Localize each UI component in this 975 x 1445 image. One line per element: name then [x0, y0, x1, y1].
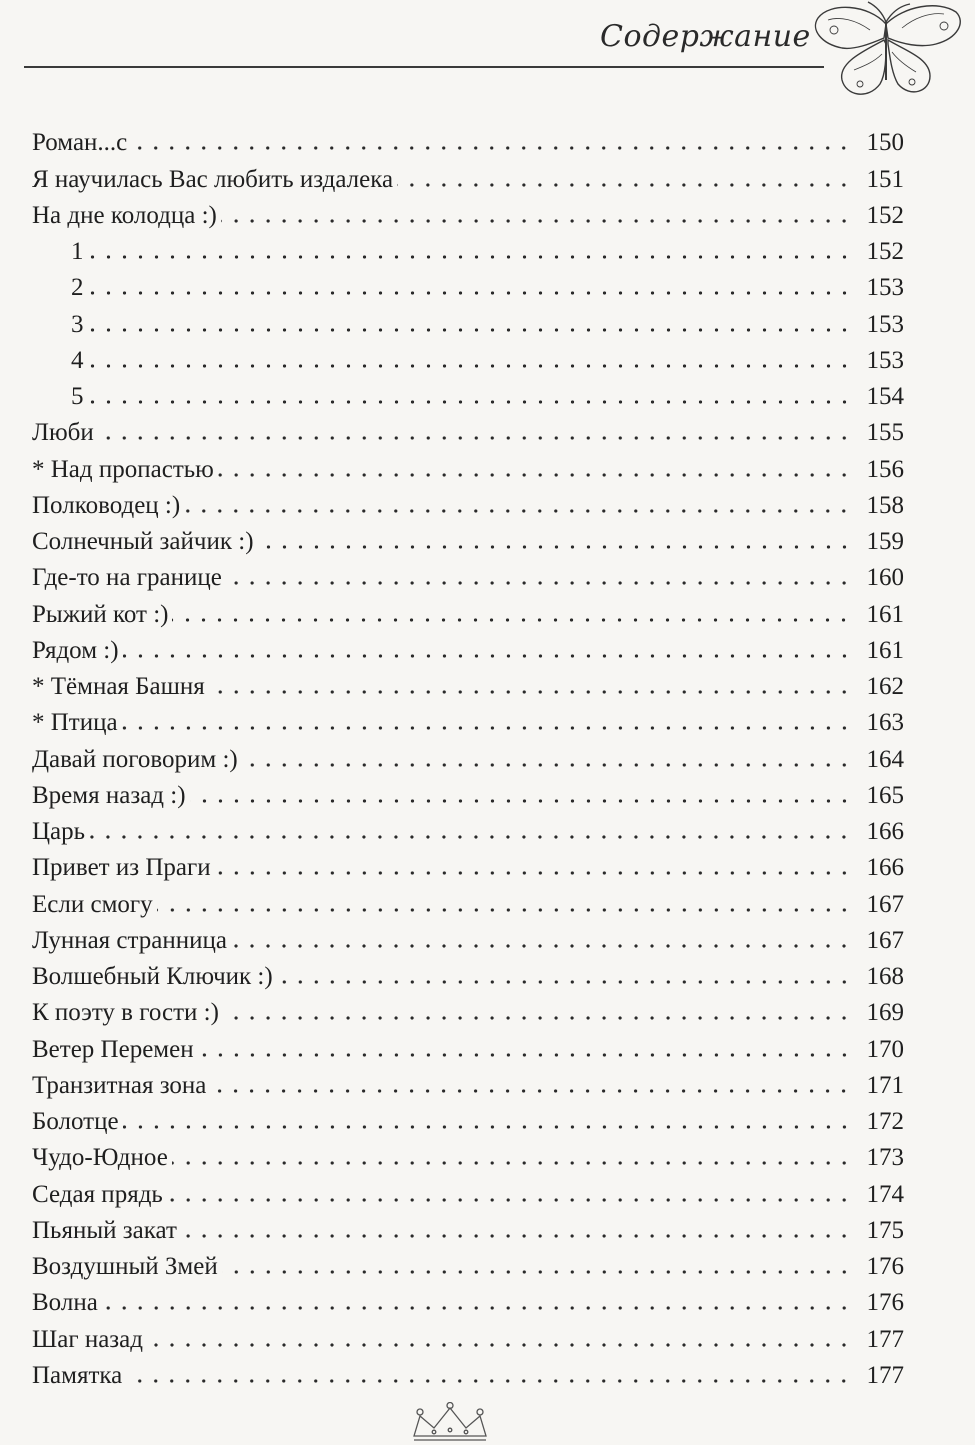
toc-leader-dots: [157, 907, 852, 913]
toc-entry-title: Я научилась Вас любить издалека: [32, 165, 394, 193]
toc-entry: [32, 593, 904, 629]
toc-entry: [32, 267, 904, 303]
toc-entry-title: Где-то на границе: [32, 564, 222, 592]
toc-entry: [32, 122, 904, 158]
toc-leader-dots: [123, 1124, 852, 1130]
toc-leader-dots: [88, 290, 853, 296]
toc-entry-page: 156: [866, 455, 904, 483]
toc-entry-title: На дне колодца :): [32, 201, 217, 229]
toc-entry-page: 152: [866, 201, 904, 229]
toc-entry-title: Пьяный закат: [32, 1216, 177, 1244]
toc-leader-dots: [190, 798, 852, 804]
toc-entry-page: 168: [866, 963, 904, 990]
toc-entry-page: 166: [866, 854, 904, 882]
toc-entry: [32, 1028, 904, 1064]
toc-entry-title: Лунная странница: [32, 926, 227, 954]
toc-entry-page: 177: [866, 1361, 904, 1389]
toc-entry: [32, 920, 904, 956]
toc-leader-dots: [126, 1378, 852, 1384]
toc-entry: [32, 811, 904, 847]
toc-leader-dots: [98, 435, 852, 441]
toc-leader-dots: [88, 399, 853, 405]
crown-icon: [408, 1402, 492, 1442]
toc-entry: [32, 883, 904, 919]
toc-leader-dots: [181, 1233, 852, 1239]
toc-entry: [32, 666, 904, 702]
page-title: Содержание: [600, 19, 811, 54]
toc-leader-dots: [184, 508, 852, 514]
toc-entry: [32, 847, 904, 883]
toc-entry-page: 173: [866, 1144, 904, 1172]
toc-entry-title: Царь: [32, 818, 86, 845]
toc-entry: [32, 1137, 904, 1173]
toc-entry: [32, 1355, 904, 1391]
toc-entry-page: 161: [866, 636, 904, 664]
toc-entry-page: 167: [866, 890, 904, 918]
toc-entry: [32, 521, 904, 557]
toc-entry: [32, 303, 904, 339]
toc-entry-title: * Птица: [32, 709, 118, 737]
toc-entry-page: 161: [866, 600, 904, 628]
toc-entry-page: 174: [866, 1180, 904, 1208]
toc-entry: [32, 1246, 904, 1282]
toc-entry: [32, 1210, 904, 1246]
toc-entry: [32, 1173, 904, 1209]
toc-leader-dots: [147, 1342, 852, 1348]
toc-entry: [32, 956, 904, 992]
toc-leader-dots: [215, 870, 852, 876]
toc-leader-dots: [102, 1305, 852, 1311]
toc-leader-dots: [218, 472, 852, 478]
toc-entry-title: Давай поговорим :): [32, 745, 238, 773]
toc-entry: [32, 485, 904, 521]
toc-entry-page: 150: [866, 129, 904, 157]
toc-entry-page: 165: [866, 781, 904, 809]
toc-leader-dots: [210, 1088, 852, 1094]
toc-entry-title: 3: [71, 310, 84, 338]
toc-entry: [32, 775, 904, 811]
toc-entry-title: Полководец :): [32, 491, 181, 519]
toc-entry: [32, 738, 904, 774]
toc-entry-page: 155: [866, 419, 904, 447]
toc-entry-title: Волшебный Ключик :): [32, 963, 273, 990]
toc-entry-page: 154: [866, 383, 904, 410]
toc-entry: [32, 992, 904, 1028]
toc-entry: [32, 1282, 904, 1318]
toc-entry-page: 153: [866, 310, 904, 338]
toc-entry-title: Болотце: [32, 1108, 119, 1135]
toc-entry-title: Солнечный зайчик :): [32, 528, 254, 555]
toc-leader-dots: [122, 725, 852, 731]
toc-entry-page: 175: [866, 1216, 904, 1244]
toc-leader-dots: [123, 653, 852, 659]
toc-entry-title: Рядом :): [32, 636, 119, 664]
toc-leader-dots: [88, 363, 853, 369]
toc-entry-page: 170: [866, 1035, 904, 1063]
toc-entry-title: Чудо-Юдное: [32, 1144, 168, 1172]
toc-entry-page: 167: [866, 926, 904, 954]
toc-entry-title: Транзитная зона: [32, 1071, 207, 1099]
toc-entry-title: Памятка: [32, 1361, 123, 1389]
toc-entry-title: 2: [71, 274, 84, 302]
toc-leader-dots: [198, 1052, 852, 1058]
toc-entry-title: * Над пропастью: [32, 455, 214, 483]
toc-entry-page: 176: [866, 1289, 904, 1317]
toc-entry-title: Люби: [32, 419, 94, 447]
toc-entry: [32, 231, 904, 267]
toc-entry-title: Роман...с: [32, 129, 128, 157]
toc-entry: [32, 195, 904, 231]
header-rule: [24, 66, 824, 68]
toc-leader-dots: [172, 617, 852, 623]
toc-entry-title: Волна: [32, 1289, 98, 1317]
toc-leader-dots: [223, 1015, 852, 1021]
toc-leader-dots: [209, 689, 852, 695]
toc-entry-title: Воздушный Змей: [32, 1253, 218, 1280]
toc-entry: [32, 448, 904, 484]
toc-leader-dots: [172, 1160, 852, 1166]
toc-entry-page: 160: [866, 564, 904, 592]
toc-entry: [32, 158, 904, 194]
toc-leader-dots: [258, 544, 852, 550]
toc-entry-page: 176: [866, 1253, 904, 1280]
toc-entry-page: 163: [866, 709, 904, 737]
toc-leader-dots: [242, 762, 852, 768]
toc-entry-title: Шаг назад: [32, 1325, 143, 1353]
toc-entry-page: 159: [866, 528, 904, 555]
toc-entry-title: 4: [71, 346, 84, 374]
toc-entry: [32, 1065, 904, 1101]
toc-entry-page: 164: [866, 745, 904, 773]
toc-entry-page: 153: [866, 274, 904, 302]
toc-leader-dots: [88, 327, 853, 333]
toc-entry-title: Время назад :): [32, 781, 186, 809]
toc-entry: [32, 1318, 904, 1354]
toc-entry-page: 158: [866, 491, 904, 519]
toc-entry-title: Рыжий кот :): [32, 600, 169, 628]
toc-leader-dots: [231, 943, 852, 949]
toc-entry-title: 1: [71, 238, 84, 265]
toc-entry: [32, 630, 904, 666]
toc-entry-page: 169: [866, 999, 904, 1027]
toc-entry-title: К поэту в гости :): [32, 999, 219, 1027]
toc-entry-page: 162: [866, 673, 904, 700]
toc-entry-title: Ветер Перемен: [32, 1035, 194, 1063]
toc-leader-dots: [167, 1197, 852, 1203]
toc-entry-title: Привет из Праги: [32, 854, 211, 882]
toc-entry-page: 177: [866, 1325, 904, 1353]
toc-leader-dots: [131, 145, 852, 151]
butterfly-icon: [808, 0, 968, 108]
toc-leader-dots: [89, 834, 852, 840]
toc-entry-title: 5: [71, 383, 84, 410]
toc-leader-dots: [226, 580, 852, 586]
toc-entry-title: Седая прядь: [32, 1180, 163, 1208]
toc-entry: [32, 412, 904, 448]
toc-entry: [32, 702, 904, 738]
toc-leader-dots: [277, 979, 852, 985]
toc-entry-page: 171: [866, 1071, 904, 1099]
toc-entry-page: 172: [866, 1108, 904, 1135]
toc-entry: [32, 340, 904, 376]
toc-leader-dots: [88, 254, 853, 260]
toc-leader-dots: [222, 1269, 852, 1275]
toc-leader-dots: [397, 182, 852, 188]
table-of-contents: [32, 122, 904, 1391]
toc-leader-dots: [221, 218, 852, 224]
toc-entry-page: 153: [866, 346, 904, 374]
toc-entry-page: 152: [866, 238, 904, 265]
toc-entry: [32, 557, 904, 593]
toc-entry-title: * Тёмная Башня: [32, 673, 205, 700]
toc-entry-page: 166: [866, 818, 904, 845]
toc-entry: [32, 376, 904, 412]
toc-entry-page: 151: [866, 165, 904, 193]
toc-entry: [32, 1101, 904, 1137]
toc-entry-title: Если смогу: [32, 890, 153, 918]
